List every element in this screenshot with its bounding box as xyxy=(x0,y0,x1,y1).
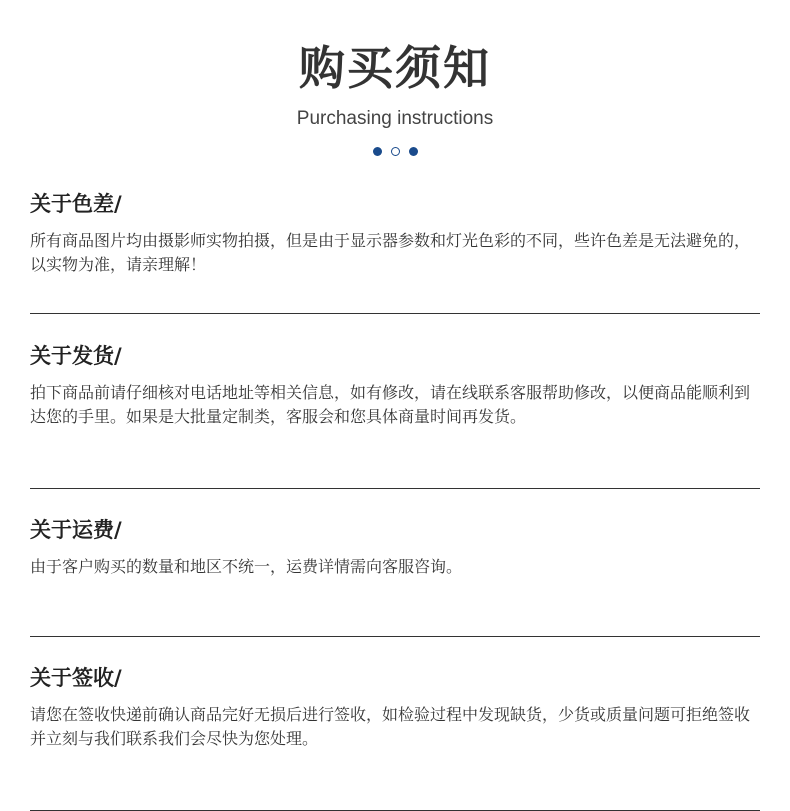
section-color-difference xyxy=(30,190,760,314)
section-shipping-fee xyxy=(30,516,760,637)
section-body: 请您在签收快递前确认商品完好无损后进行签收，如检验过程中发现缺货，少货或质量问题可拒绝签收并立刻与我们联系我们会尽快为您处理。 xyxy=(30,705,751,748)
section-body: 拍下商品前请仔细核对电话地址等相关信息，如有修改，请在线联系客服帮助修改，以便商品能顺利到达您的手里。如果是大批量定制类，客服会和您具体商量时间再发货。 xyxy=(30,383,751,426)
section-body: 由于客户购买的数量和地区不统一，运费详情需向客服咨询。 xyxy=(30,557,463,576)
section-title: 关于发货/ xyxy=(30,344,122,368)
section-body: 所有商品图片均由摄影师实物拍摄，但是由于显示器参数和灯光色彩的不同，些许色差是无法避免的，以实物为准，请亲理解！ xyxy=(30,231,751,274)
notice-sections xyxy=(30,185,760,811)
section-signing xyxy=(30,664,760,811)
page-title: 购买须知 xyxy=(299,41,491,95)
decorative-dots xyxy=(0,147,790,156)
dot-filled-icon xyxy=(373,147,382,156)
section-shipping xyxy=(30,342,760,489)
section-title: 关于色差/ xyxy=(30,192,122,216)
dot-hollow-icon xyxy=(391,147,400,156)
page-subtitle: Purchasing instructions xyxy=(296,108,494,129)
header xyxy=(0,0,790,156)
section-title: 关于运费/ xyxy=(30,518,122,542)
section-title: 关于签收/ xyxy=(30,666,122,690)
dot-filled-icon xyxy=(409,147,418,156)
